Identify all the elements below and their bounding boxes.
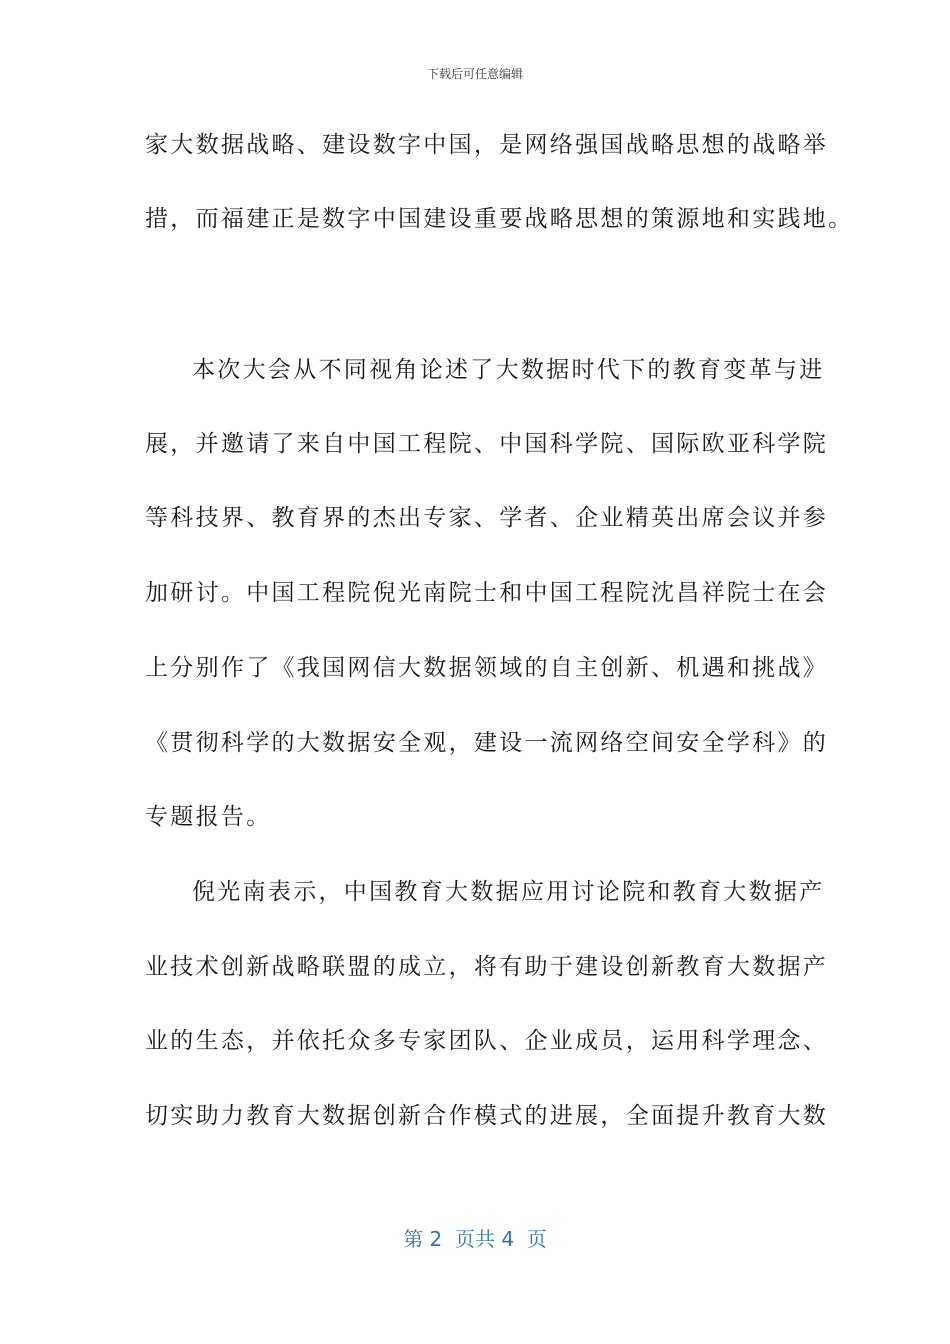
page-header: 下载后可任意编辑: [426, 67, 523, 81]
paragraph-3-line-2: 业技术创新战略联盟的成立，将有助于建设创新教育大数据产: [145, 954, 829, 980]
paragraph-2-line-7: 专题报告。: [145, 804, 272, 830]
paragraph-2-line-5: 上分别作了《我国网信大数据领域的自主创新、机遇和挑战》: [145, 655, 829, 681]
paragraph-3-line-3: 业的生态，并依托众多专家团队、企业成员，运用科学理念、: [145, 1028, 829, 1054]
page-footer: 第 2 页共 4 页: [403, 1227, 547, 1251]
paragraph-2-line-6: 《贯彻科学的大数据安全观，建设一流网络空间安全学科》的: [145, 730, 829, 756]
paragraph-2-line-1: 本次大会从不同视角论述了大数据时代下的教育变革与进: [192, 357, 825, 383]
paragraph-3-line-1: 倪光南表示，中国教育大数据应用讨论院和教育大数据产: [192, 879, 825, 905]
paragraph-3-line-4: 切实助力教育大数据创新合作模式的进展，全面提升教育大数: [145, 1103, 829, 1129]
paragraph-2-line-4: 加研讨。中国工程院倪光南院士和中国工程院沈昌祥院士在会: [145, 580, 829, 606]
paragraph-2-line-2: 展，并邀请了来自中国工程院、中国科学院、国际欧亚科学院: [145, 431, 829, 457]
paragraph-1-line-2: 措，而福建正是数字中国建设重要战略思想的策源地和实践地。: [145, 206, 854, 232]
paragraph-2-line-3: 等科技界、教育界的杰出专家、学者、企业精英出席会议并参: [145, 505, 829, 531]
paragraph-1-line-1: 家大数据战略、建设数字中国，是网络强国战略思想的战略举: [145, 132, 829, 158]
